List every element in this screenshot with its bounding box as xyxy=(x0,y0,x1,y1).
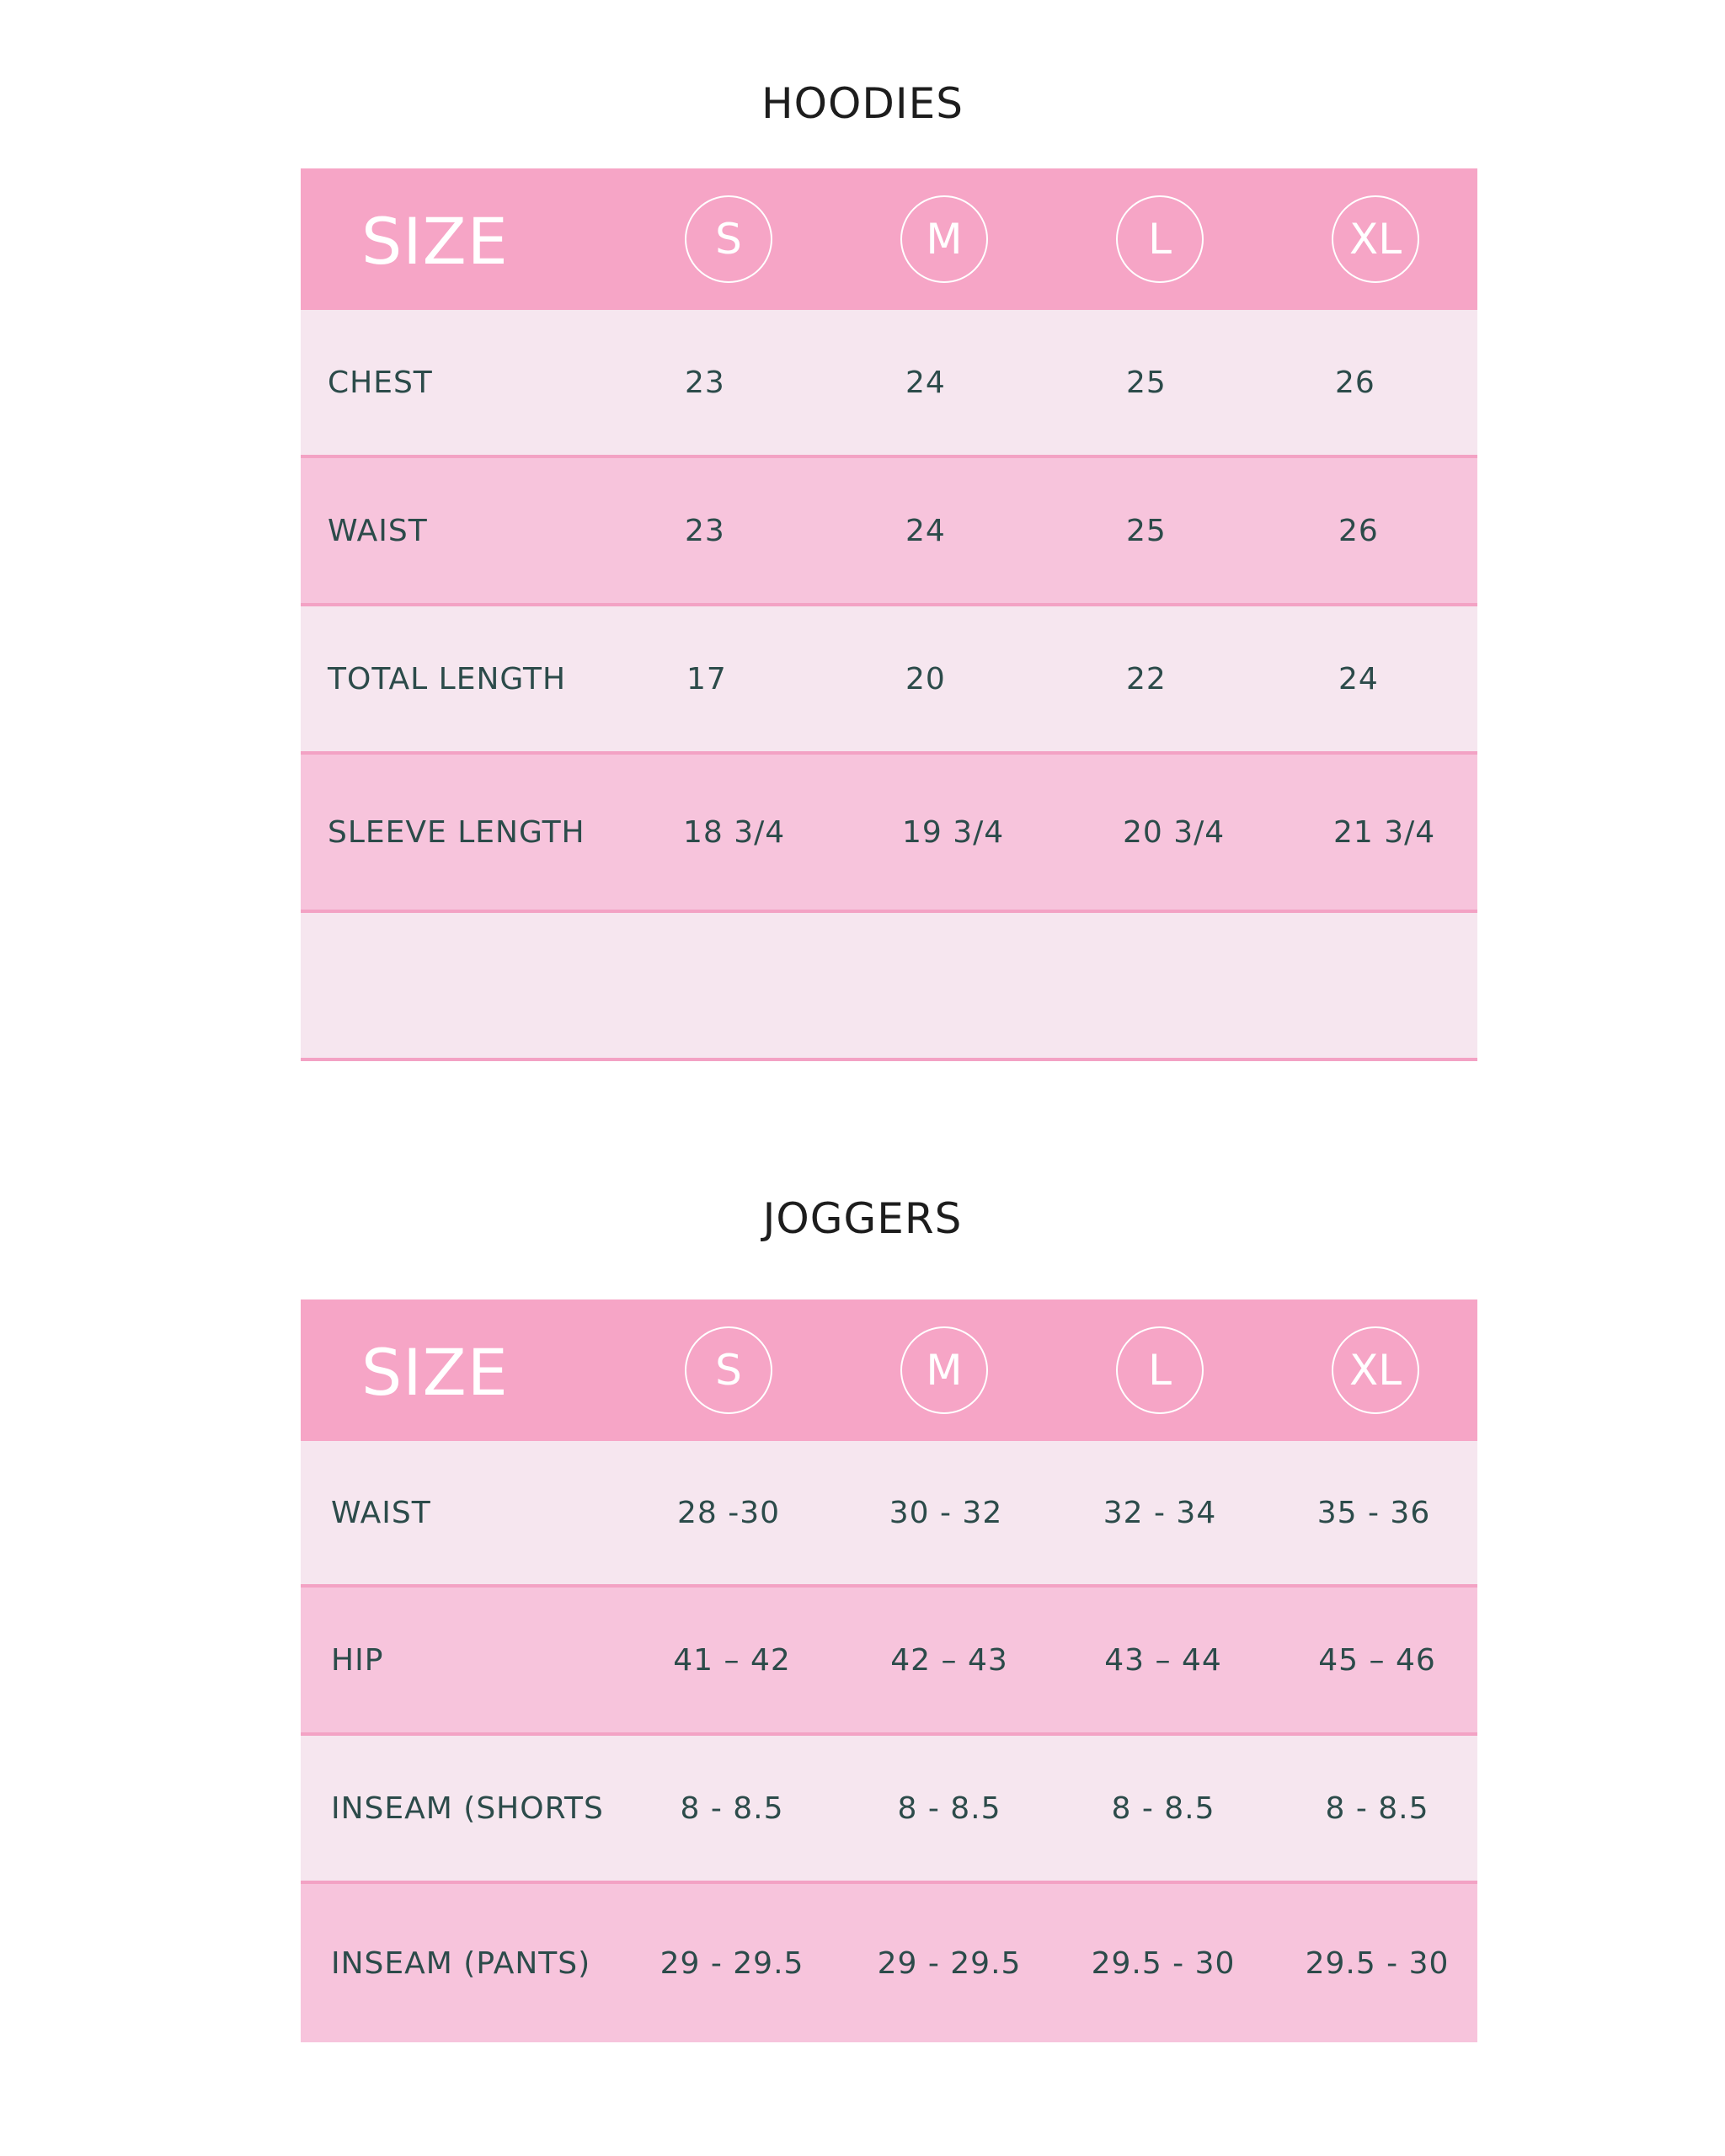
cell-value: 26 xyxy=(1338,513,1379,548)
cell-value: 26 xyxy=(1335,365,1375,400)
cell-value: 20 xyxy=(905,661,946,696)
joggers-row-inseam-pants xyxy=(301,1884,1477,2042)
joggers-size-s: S xyxy=(685,1326,772,1414)
cell-value: 29 - 29.5 xyxy=(660,1945,804,1981)
row-label: SLEEVE LENGTH xyxy=(328,814,585,850)
cell-value: 41 – 42 xyxy=(673,1642,791,1678)
hoodies-size-chart xyxy=(301,168,1477,1061)
hoodies-size-l: L xyxy=(1116,195,1204,283)
row-label: INSEAM (SHORTS xyxy=(331,1790,604,1826)
hoodies-title: HOODIES xyxy=(761,79,964,128)
cell-value: 8 - 8.5 xyxy=(897,1790,1001,1826)
hoodies-size-m: M xyxy=(900,195,988,283)
hoodies-row-chest xyxy=(301,310,1477,458)
cell-value: 35 - 36 xyxy=(1316,1495,1431,1530)
hoodies-size-label: SIZE xyxy=(361,204,509,279)
cell-value: 25 xyxy=(1126,365,1167,400)
hoodies-row-sleeve-length xyxy=(301,755,1477,913)
row-label: WAIST xyxy=(328,513,428,548)
row-label: CHEST xyxy=(328,365,433,400)
cell-value: 23 xyxy=(685,513,725,548)
row-label: TOTAL LENGTH xyxy=(328,661,567,696)
hoodies-row-total-length xyxy=(301,606,1477,755)
cell-value: 30 - 32 xyxy=(889,1495,1003,1530)
joggers-size-label: SIZE xyxy=(361,1335,509,1410)
joggers-size-xl: XL xyxy=(1332,1326,1419,1414)
cell-value: 29.5 - 30 xyxy=(1305,1945,1450,1981)
cell-value: 18 3/4 xyxy=(683,814,786,850)
cell-value: 20 3/4 xyxy=(1123,814,1226,850)
cell-value: 42 – 43 xyxy=(890,1642,1008,1678)
row-label: WAIST xyxy=(331,1495,431,1530)
cell-value: 19 3/4 xyxy=(902,814,1005,850)
joggers-row-waist xyxy=(301,1441,1477,1588)
joggers-row-inseam-shorts xyxy=(301,1736,1477,1884)
joggers-title: JOGGERS xyxy=(762,1194,963,1243)
cell-value: 8 - 8.5 xyxy=(680,1790,784,1826)
cell-value: 32 - 34 xyxy=(1103,1495,1217,1530)
hoodies-size-s: S xyxy=(685,195,772,283)
row-label: HIP xyxy=(331,1642,384,1678)
cell-value: 29 - 29.5 xyxy=(877,1945,1022,1981)
joggers-header-row xyxy=(301,1299,1477,1441)
cell-value: 8 - 8.5 xyxy=(1111,1790,1215,1826)
cell-value: 22 xyxy=(1126,661,1167,696)
cell-value: 43 – 44 xyxy=(1104,1642,1222,1678)
cell-value: 28 -30 xyxy=(676,1495,781,1530)
hoodies-size-xl: XL xyxy=(1332,195,1419,283)
cell-value: 45 – 46 xyxy=(1318,1642,1436,1678)
hoodies-row-empty xyxy=(301,913,1477,1061)
cell-value: 21 3/4 xyxy=(1333,814,1436,850)
cell-value: 24 xyxy=(905,513,946,548)
cell-value: 24 xyxy=(1338,661,1379,696)
cell-value: 24 xyxy=(905,365,946,400)
cell-value: 29.5 - 30 xyxy=(1091,1945,1236,1981)
cell-value: 25 xyxy=(1126,513,1167,548)
hoodies-header-row xyxy=(301,168,1477,310)
joggers-size-l: L xyxy=(1116,1326,1204,1414)
joggers-row-hip xyxy=(301,1588,1477,1736)
hoodies-row-waist xyxy=(301,458,1477,606)
joggers-size-m: M xyxy=(900,1326,988,1414)
joggers-size-chart xyxy=(301,1299,1477,2042)
cell-value: 17 xyxy=(686,661,727,696)
cell-value: 23 xyxy=(685,365,725,400)
cell-value: 8 - 8.5 xyxy=(1325,1790,1429,1826)
row-label: INSEAM (PANTS) xyxy=(331,1945,591,1981)
